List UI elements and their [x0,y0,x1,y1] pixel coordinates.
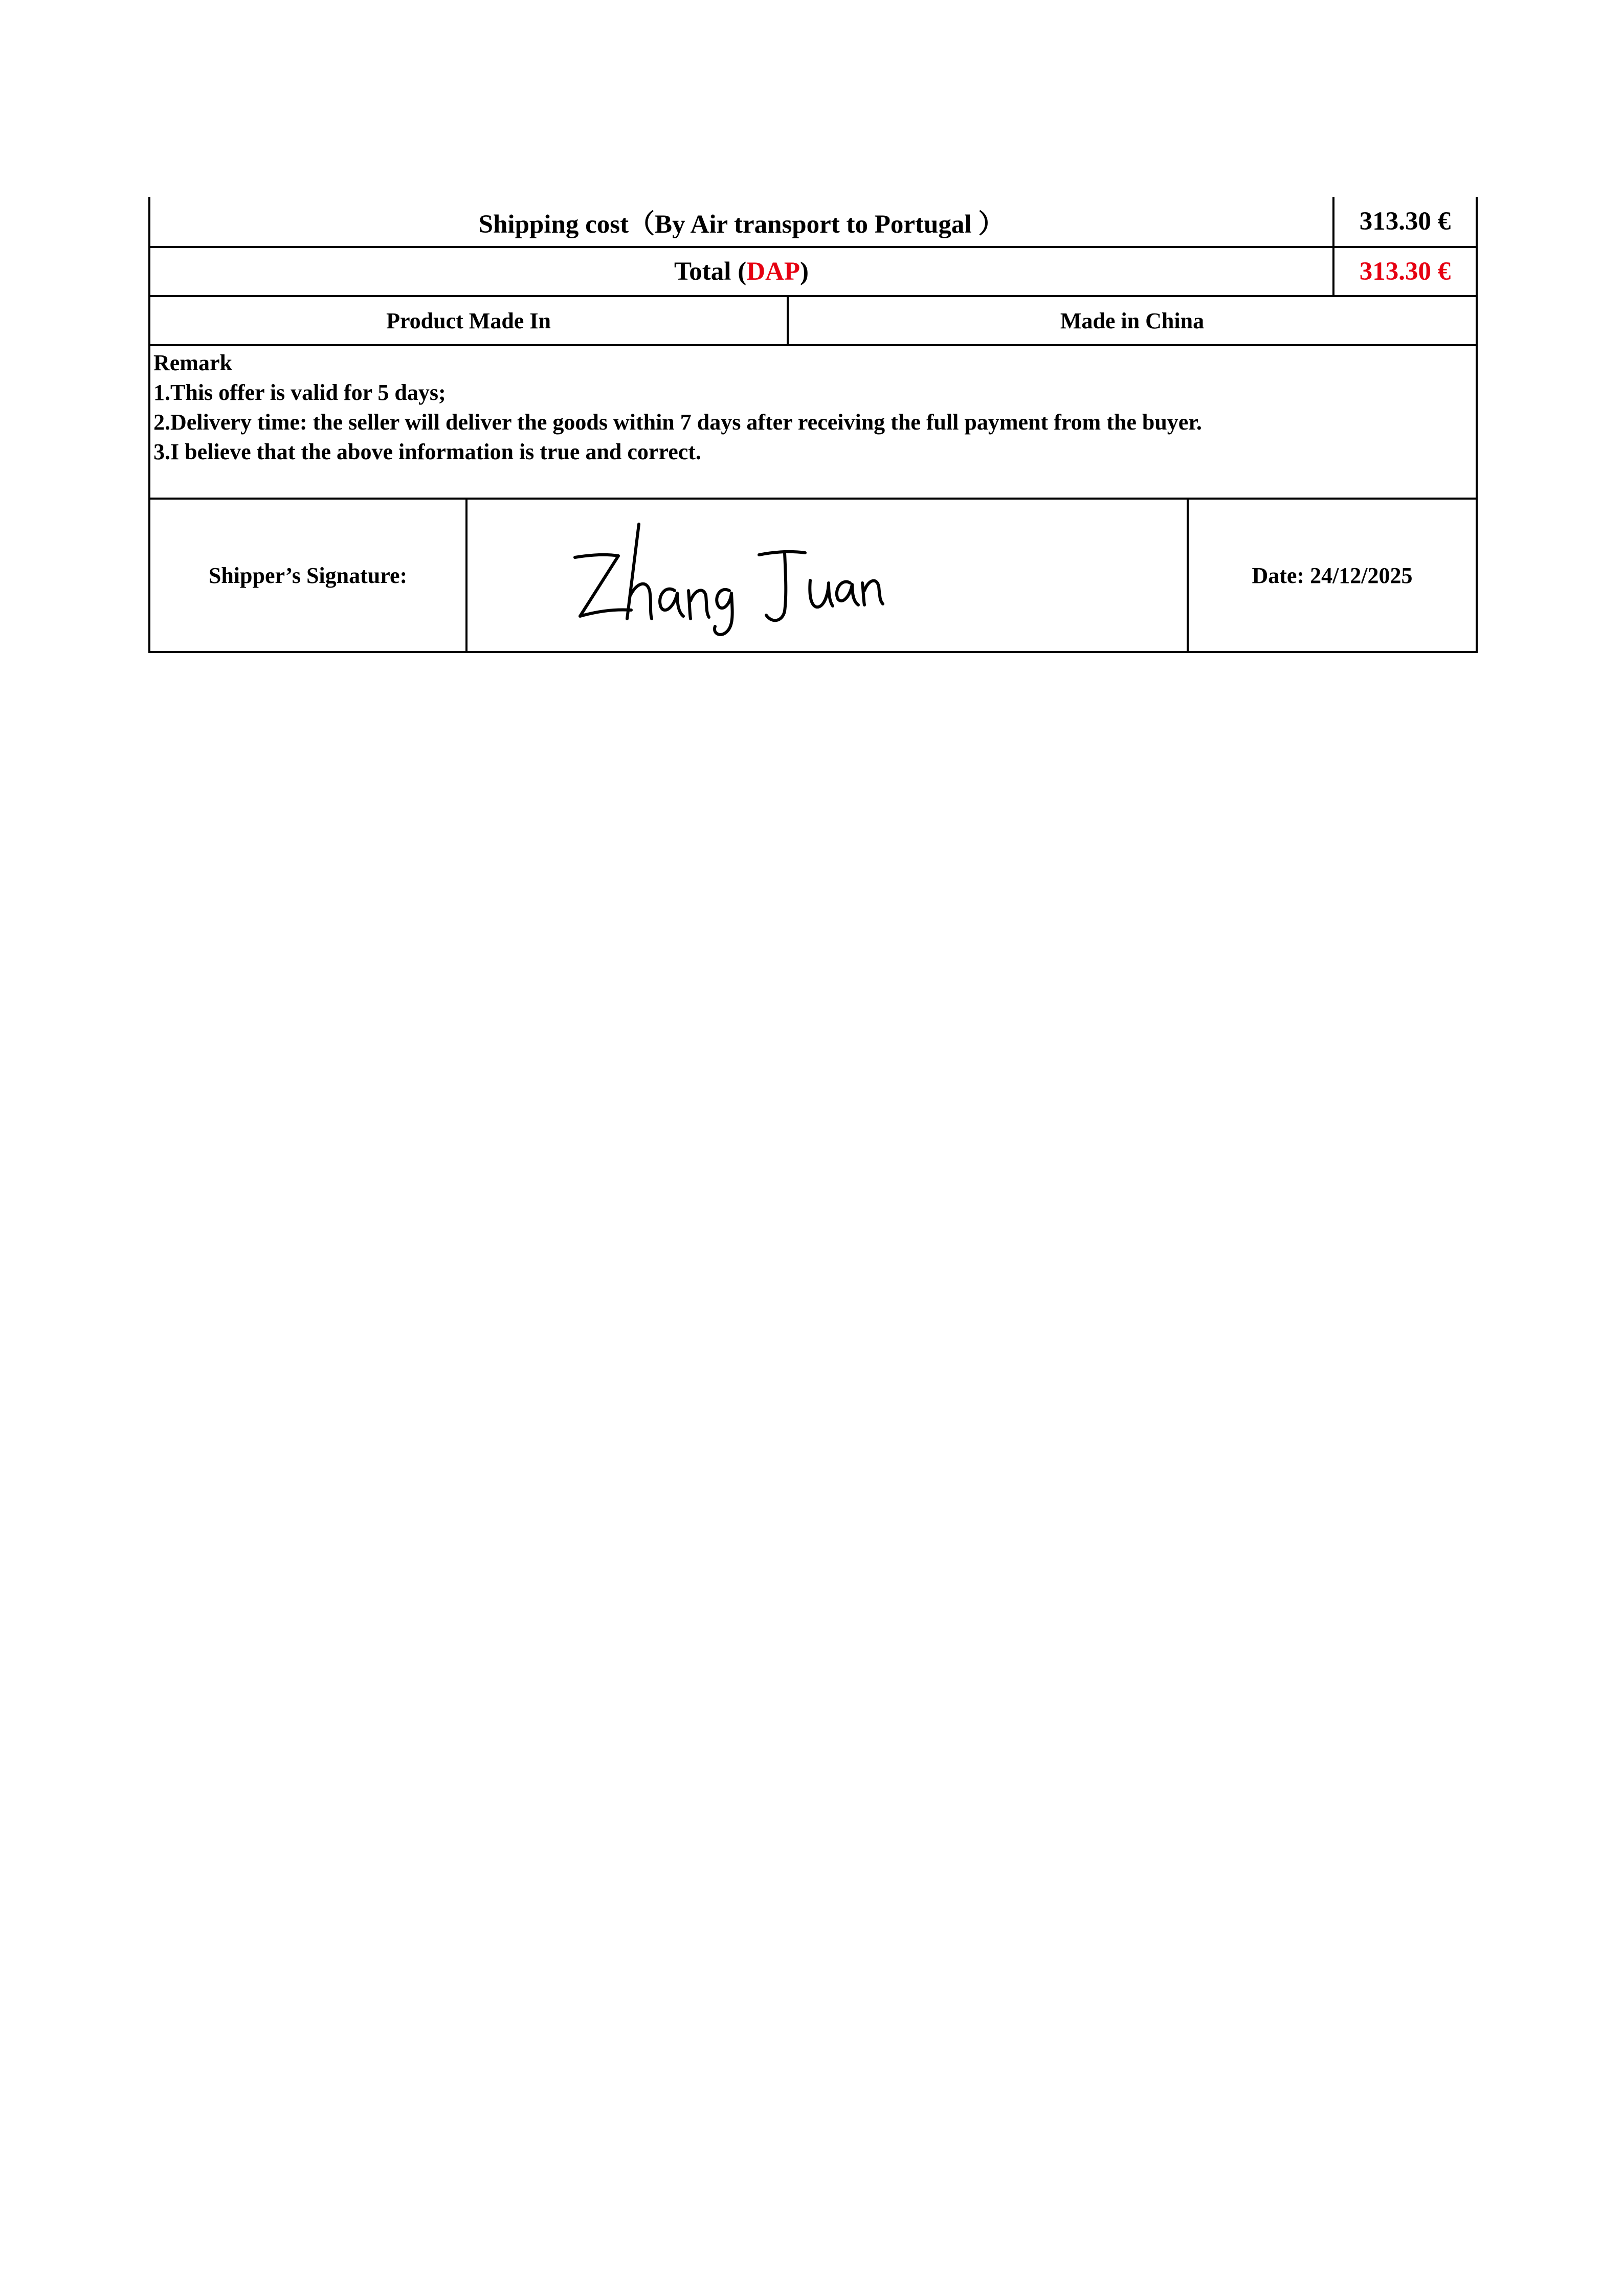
product-made-in-label: Product Made In [150,297,789,344]
origin-row [148,297,1478,346]
incoterm-dap: DAP [746,257,800,286]
shipper-signature-label: Shipper’s Signature: [150,500,468,651]
remark-block [148,346,1478,500]
shipping-cost-amount: 313.30 € [1359,207,1451,236]
total-label-prefix: Total ( [674,257,747,286]
total-label [150,248,1334,295]
handwritten-signature [570,519,887,637]
signature-row [148,500,1478,653]
remark-title: Remark [153,350,232,375]
quotation-table [148,197,1478,653]
signature-date: Date: 24/12/2025 [1252,562,1413,588]
total-row [148,248,1478,297]
shipping-cost-row [148,197,1478,248]
total-label-suffix: ) [800,257,809,286]
remark-line-2: 2.Delivery time: the seller will deliver the goods within 7 days after receiving the full payment from the buyer. [153,410,1202,435]
signature-cell [468,500,1189,651]
shipping-cost-label: Shipping cost（By Air transport to Portugal ） [150,197,1334,246]
made-in-value: Made in China [1060,308,1205,333]
total-amount: 313.30 € [1359,257,1451,286]
remark-line-1: 1.This offer is valid for 5 days; [153,380,446,405]
remark-line-3: 3.I believe that the above information is true and correct. [153,439,701,464]
